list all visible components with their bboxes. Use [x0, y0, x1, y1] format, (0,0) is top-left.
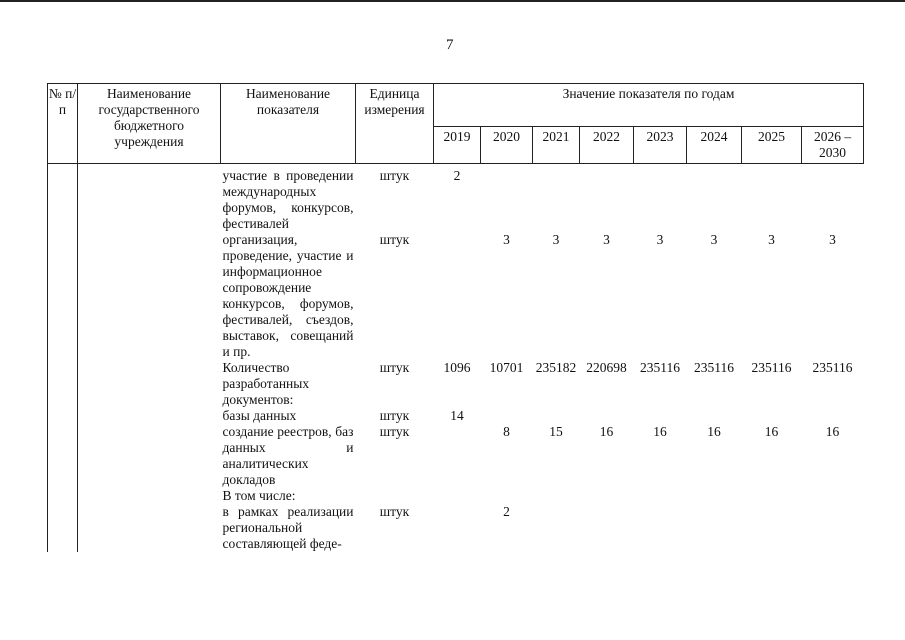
row-institution-cell [78, 504, 221, 552]
row-value: 14 [450, 408, 464, 423]
table-row [48, 360, 864, 408]
row-value [580, 408, 634, 424]
header-year: 2024 [687, 127, 742, 164]
table-row [48, 424, 864, 488]
row-value [742, 164, 802, 233]
row-institution-cell [78, 424, 221, 488]
header-year: 2020 [481, 127, 533, 164]
row-value: 3 [552, 232, 560, 247]
table-row [48, 164, 864, 233]
header-year: 2022 [580, 127, 634, 164]
row-value [634, 504, 687, 552]
row-value [580, 488, 634, 504]
row-value [434, 488, 481, 504]
row-value: 3 [503, 232, 510, 247]
row-indicator: В том числе: [222, 488, 296, 503]
row-value: 235116 [751, 360, 792, 375]
row-value: 2 [453, 168, 461, 183]
row-value: 16 [653, 424, 667, 439]
row-value: 3 [656, 232, 664, 247]
table-row [48, 488, 864, 504]
row-value: 235182 [535, 360, 577, 375]
table-body [48, 164, 864, 553]
row-unit: штук [379, 408, 410, 423]
row-value: 3 [829, 232, 836, 247]
row-value: 235116 [812, 360, 853, 375]
row-value [802, 504, 864, 552]
row-value [742, 408, 802, 424]
row-value [802, 164, 864, 233]
row-value: 3 [603, 232, 610, 247]
row-value: 3 [768, 232, 775, 247]
row-indicator: в рамках реализации региональной составляющей феде- [222, 504, 354, 551]
row-value [481, 488, 533, 504]
row-value: 1096 [443, 360, 471, 375]
row-value: 16 [764, 424, 779, 439]
row-value [481, 164, 533, 233]
row-value [533, 164, 580, 233]
row-value [533, 408, 580, 424]
row-value [634, 408, 687, 424]
row-number-cell [48, 504, 78, 552]
row-unit: штук [379, 360, 410, 375]
row-number-cell [48, 488, 78, 504]
header-values-group: Значение показателя по годам [434, 84, 864, 127]
row-number-cell [48, 408, 78, 424]
row-indicator: создание реестров, баз данных и аналитических докладов [222, 424, 354, 487]
row-value: 2 [503, 504, 510, 519]
row-value [802, 488, 864, 504]
row-value: 16 [825, 424, 840, 439]
row-institution-cell [78, 408, 221, 424]
row-value [434, 504, 481, 552]
page-top-rule [0, 0, 905, 2]
row-indicator: организация, проведение, участие и информационное сопровождение конкурсов, форумов, фестивалей, съездов, выставок, совещаний и пр. [222, 232, 354, 359]
row-value [481, 408, 533, 424]
table-header [48, 84, 864, 164]
row-indicator: Количество разработанных документов: [222, 360, 310, 407]
row-value [634, 164, 687, 233]
row-value: 3 [710, 232, 718, 247]
table-row [48, 504, 864, 552]
row-unit: штук [379, 424, 410, 439]
row-value [742, 488, 802, 504]
row-value: 10701 [489, 360, 524, 375]
header-year: 2025 [742, 127, 802, 164]
row-value [580, 164, 634, 233]
row-unit: штук [379, 504, 410, 519]
row-value: 235116 [640, 360, 680, 375]
row-number-cell [48, 424, 78, 488]
row-number-cell [48, 360, 78, 408]
row-value [687, 488, 742, 504]
header-col-no: № п/п [48, 84, 78, 164]
row-unit: штук [379, 232, 410, 247]
row-value: 16 [599, 424, 614, 439]
header-col-unit: Единица измерения [356, 84, 434, 164]
row-value [687, 164, 742, 233]
row-indicator: участие в проведении международных форумов, конкурсов, фестивалей [222, 168, 354, 231]
row-value: 220698 [586, 360, 627, 375]
row-value [687, 504, 742, 552]
row-unit: штук [379, 168, 410, 183]
row-unit [356, 488, 434, 504]
row-number-cell [48, 164, 78, 233]
row-institution-cell [78, 488, 221, 504]
table-row [48, 408, 864, 424]
row-value [742, 504, 802, 552]
header-year: 2023 [634, 127, 687, 164]
row-number-cell [48, 232, 78, 360]
row-value [580, 504, 634, 552]
header-col-institution: Наименование государственного бюджетного учреждения [78, 84, 221, 164]
row-value [802, 408, 864, 424]
row-value [533, 488, 580, 504]
header-col-indicator: Наименование показателя [221, 84, 356, 164]
row-value [434, 232, 481, 360]
header-year: 2019 [434, 127, 481, 164]
row-value: 15 [549, 424, 563, 439]
table-row [48, 232, 864, 360]
row-value [634, 488, 687, 504]
row-value: 235116 [694, 360, 734, 375]
row-indicator: базы данных [222, 408, 297, 423]
row-value [687, 408, 742, 424]
row-institution-cell [78, 232, 221, 360]
row-value: 16 [707, 424, 721, 439]
row-institution-cell [78, 164, 221, 233]
row-institution-cell [78, 360, 221, 408]
row-value: 8 [503, 424, 510, 439]
row-value [434, 424, 481, 488]
page-number: 7 [446, 37, 454, 53]
row-value [533, 504, 580, 552]
header-year: 2021 [533, 127, 580, 164]
header-year: 2026 – 2030 [802, 127, 864, 164]
indicators-table [47, 83, 864, 552]
